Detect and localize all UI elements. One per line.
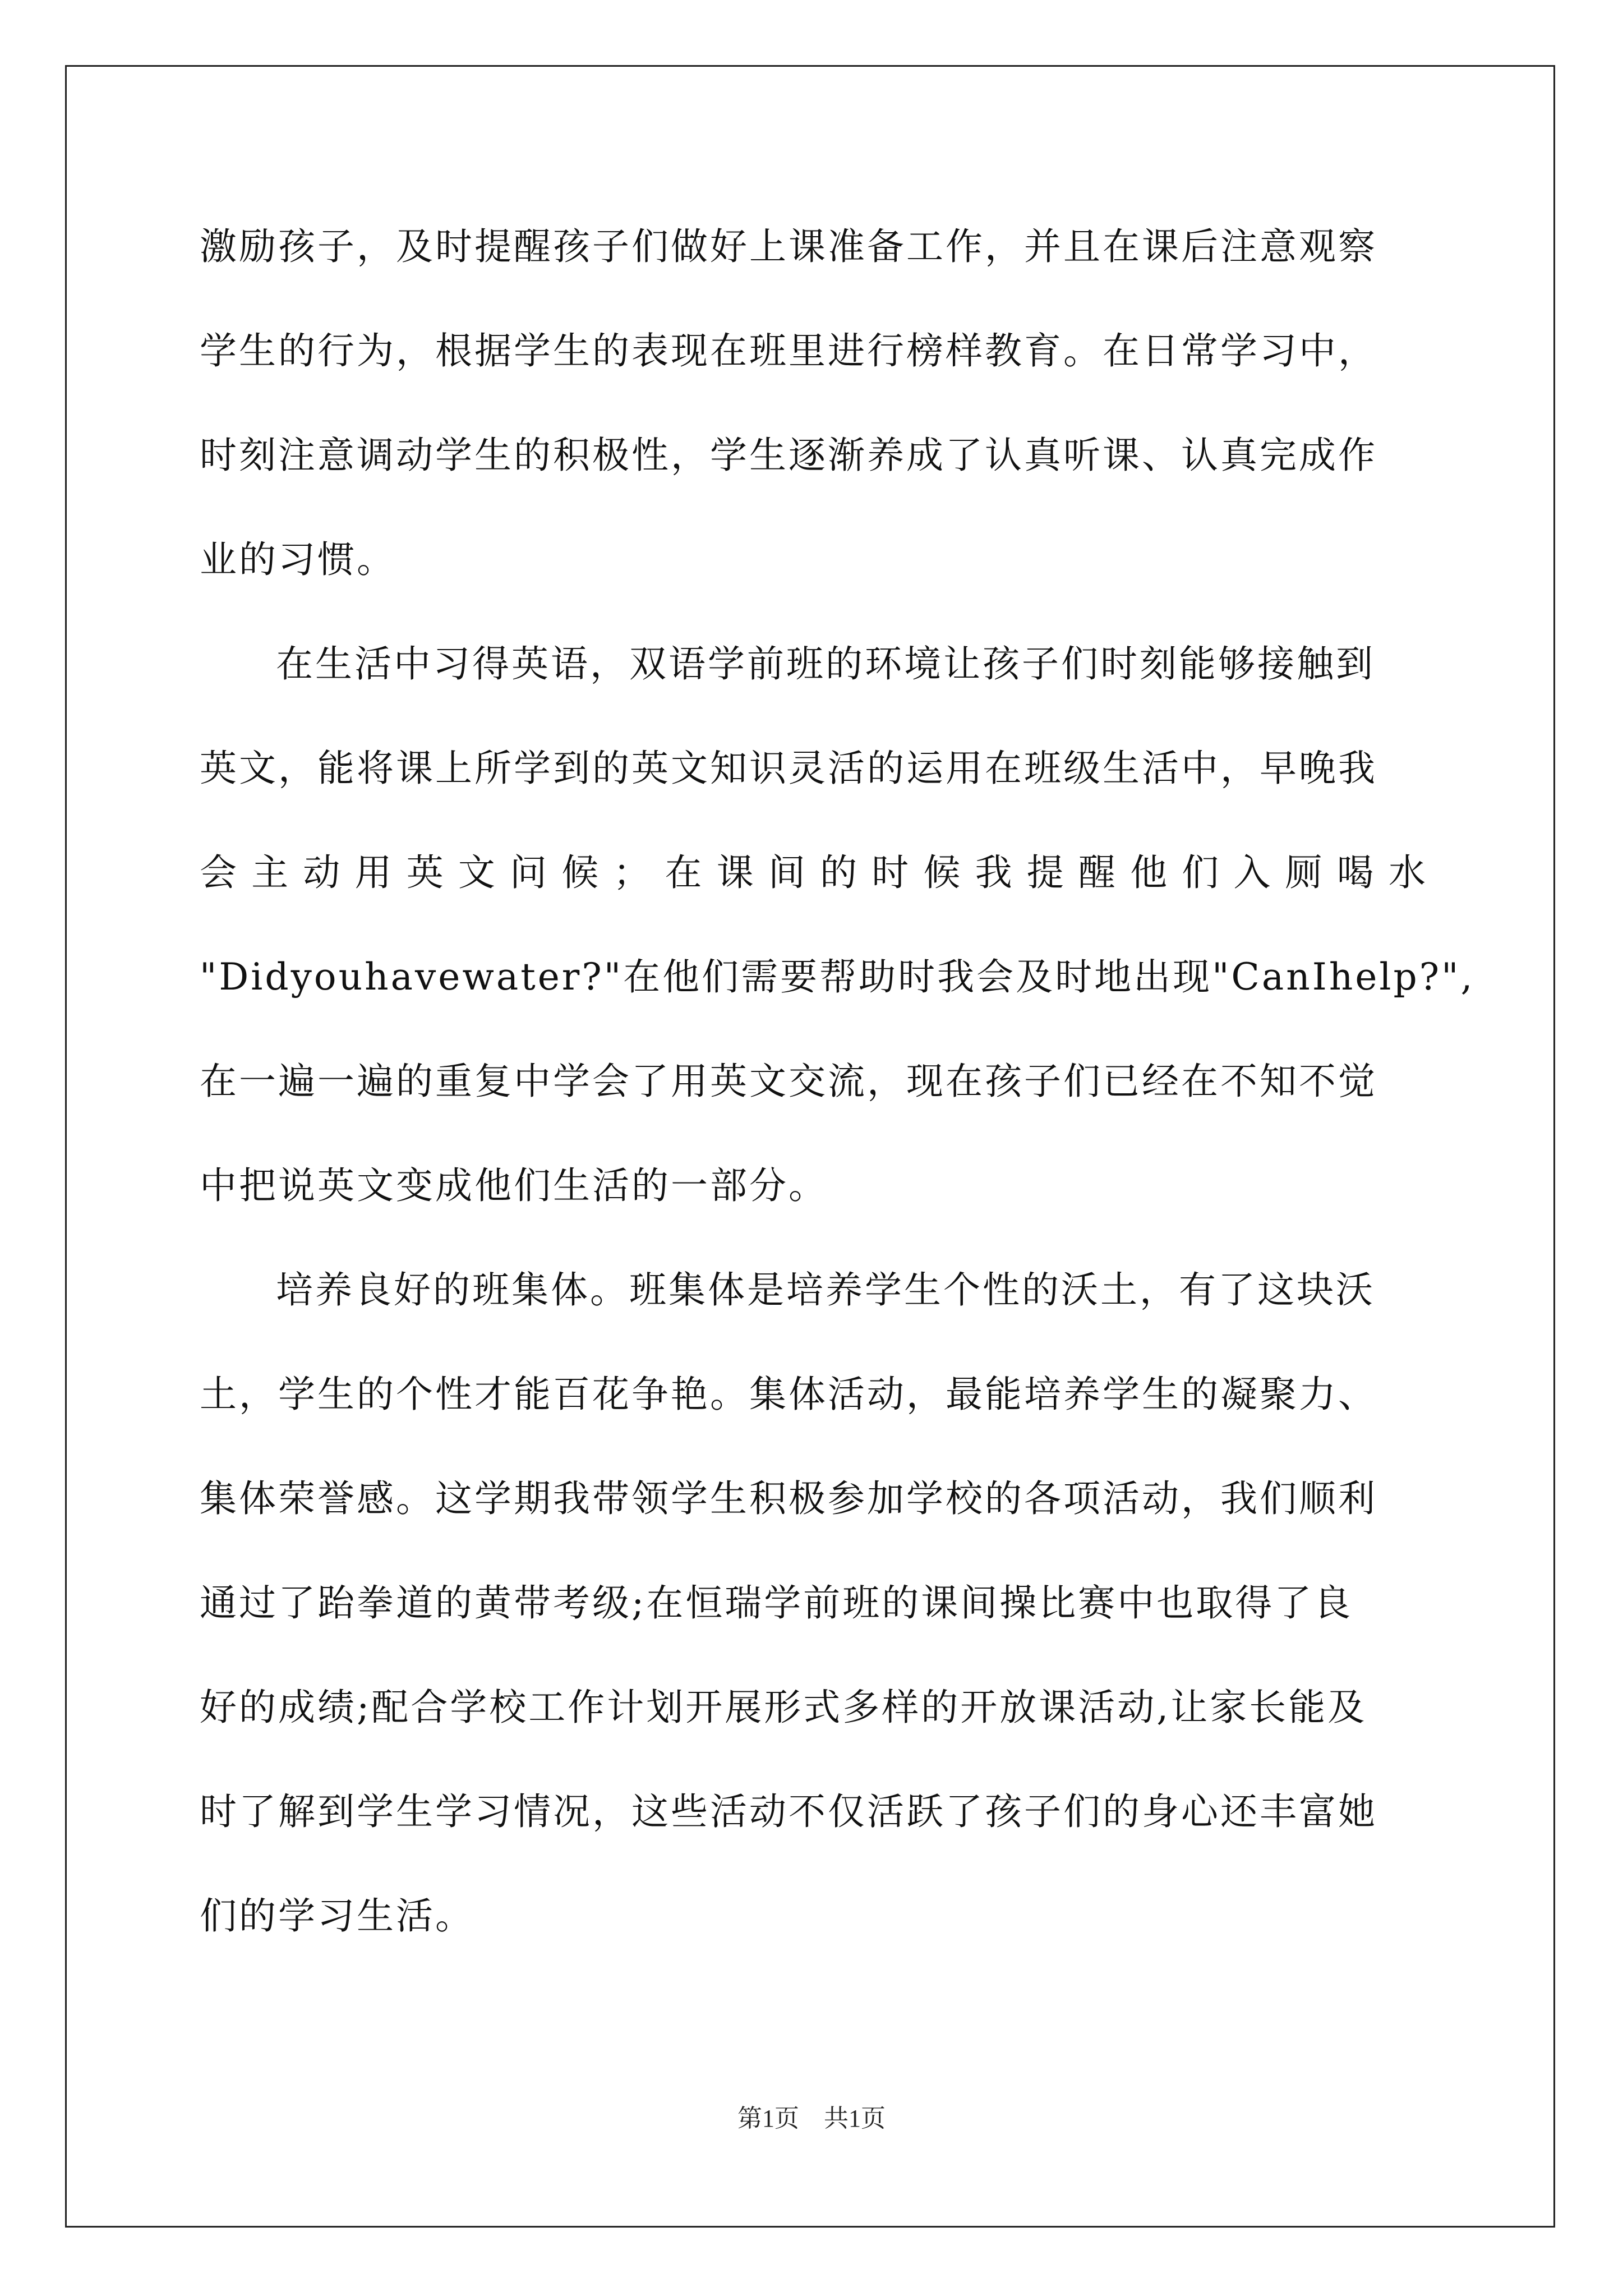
text-char: 课 [716, 851, 756, 894]
text-char: 候 [561, 851, 601, 894]
text-line: 激励孩子，及时提醒孩子们做好上课准备工作，并且在课后注意观察 [200, 225, 1377, 268]
text-line: 时了解到学生学习情况，这些活动不仅活跃了孩子们的身心还丰富她 [200, 1790, 1377, 1833]
text-char: 会 [200, 851, 239, 894]
text-line: 集体荣誉感。这学期我带领学生积极参加学校的各项活动，我们顺利 [200, 1477, 1377, 1520]
text-char: 文 [458, 851, 497, 894]
text-line: 学生的行为，根据学生的表现在班里进行榜样教育。在日常学习中， [200, 329, 1377, 372]
text-line: 在生活中习得英语，双语学前班的环境让孩子们时刻能够接触到 [276, 642, 1375, 685]
text-char: 我 [975, 851, 1015, 894]
text-char: 们 [1182, 851, 1221, 894]
text-line: "Didyouhavewater?"在他们需要帮助时我会及时地出现"CanIhelp?", [200, 955, 1475, 999]
text-line: 业的习惯。 [200, 538, 396, 581]
text-char: 主 [251, 851, 291, 894]
text-char: 用 [354, 851, 394, 894]
text-char: 间 [768, 851, 808, 894]
text-char: 动 [303, 851, 343, 894]
text-char: 水 [1388, 851, 1428, 894]
text-char: 候 [923, 851, 963, 894]
text-line: 在一遍一遍的重复中学会了用英文交流，现在孩子们已经在不知不觉 [200, 1060, 1377, 1103]
text-char: ； [613, 851, 653, 894]
text-line: 好的成绩;配合学校工作计划开展形式多样的开放课活动,让家长能及 [200, 1686, 1367, 1729]
text-char: 喝 [1336, 851, 1376, 894]
text-line: 中把说英文变成他们生活的一部分。 [200, 1164, 828, 1207]
text-line-justified [200, 839, 1428, 944]
text-line: 时刻注意调动学生的积极性，学生逐渐养成了认真听课、认真完成作 [200, 434, 1377, 477]
document-body [200, 213, 1475, 1987]
text-char: 提 [1026, 851, 1066, 894]
text-char: 的 [820, 851, 860, 894]
text-char: 英 [406, 851, 446, 894]
page-footer: 第1页 共1页 [737, 2105, 886, 2132]
text-char: 厕 [1285, 851, 1325, 894]
text-char: 他 [1130, 851, 1170, 894]
text-line: 培养良好的班集体。班集体是培养学生个性的沃土，有了这块沃 [276, 1268, 1375, 1312]
text-line: 通过了跆拳道的黄带考级;在恒瑞学前班的课间操比赛中也取得了良 [200, 1581, 1353, 1625]
text-line: 土，学生的个性才能百花争艳。集体活动，最能培养学生的凝聚力、 [200, 1373, 1377, 1416]
text-char: 醒 [1078, 851, 1118, 894]
text-char: 问 [510, 851, 550, 894]
text-line: 们的学习生活。 [200, 1894, 474, 1938]
text-char: 在 [665, 851, 704, 894]
text-char: 入 [1233, 851, 1273, 894]
text-line: 英文，能将课上所学到的英文知识灵活的运用在班级生活中，早晚我 [200, 747, 1377, 790]
text-char: 时 [872, 851, 911, 894]
